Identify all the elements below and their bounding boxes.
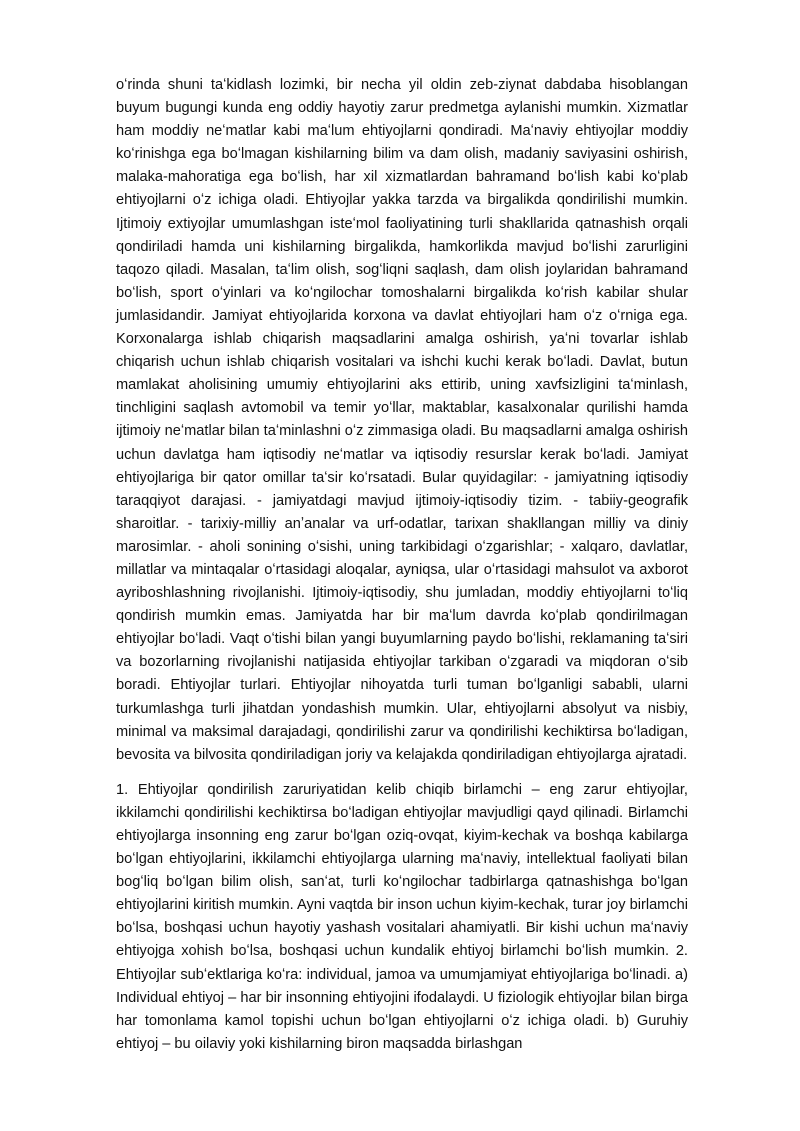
body-paragraph-2: 1. Ehtiyojlar qondirilish zaruriyatidan kelib chiqib birlamchi – eng zarur ehtiyojlar, ikkilamchi qondirilishi kechiktirsa boʻladigan ehtiyojlar mavjudligi qayd qilinadi. Birlamchi ehtiyojlarga insonning eng zarur boʻlgan oziq-ovqat, kiyim-kechak va boshqa kabilarga boʻlgan ehtiyojlarini, ikkilamchi ehtiyojlarga ularning maʻnaviy, intellektual faoliyati bilan bogʻliq boʻlgan bilim olish, sanʻat, turli koʻngilochar tadbirlarga qatnashishga boʻlgan ehtiyojlarini kiritish mumkin. Ayni vaqtda bir inson uchun kiyim-kechak, turar joy birlamchi boʻlsa, boshqasi uchun hayotiy yashash vositalari ahamiyatli. Bir kishi uchun maʻnaviy ehtiyojga xohish boʻlsa, boshqasi uchun kundalik ehtiyoj birlamchi boʻlish mumkin. 2. Ehtiyojlar subʻektlariga koʻra: individual, jamoa va umumjamiyat ehtiyojlariga boʻlinadi. a) Individual ehtiyoj – har bir insonning ehtiyojini ifodalaydi. U fiziologik ehtiyojlar bilan birga har tomonlama kamol topishi uchun boʻlgan ehtiyojlarni oʻz ichiga oladi. b) Guruhiy ehtiyoj – bu oilaviy yoki kishilarning biron maqsadda birlashgan <box>116 781 688 1052</box>
body-paragraph-1: oʻrinda shuni taʻkidlash lozimki, bir necha yil oldin zeb-ziynat dabdaba hisoblangan buyum bugungi kunda eng oddiy hayotiy zarur predmetga aylanishi mumkin. Xizmatlar ham moddiy neʻmatlar kabi maʻlum ehtiyojlarni qondiradi. Maʻnaviy ehtiyojlar moddiy koʻrinishga ega boʻlmagan kishilarning bilim va dam olish, madaniy saviyasini oshirish, malaka-mahoratiga ega boʻlish, har xil xizmatlardan bahramand boʻlish kabi koʻplab ehtiyojlarni oʻz ichiga oladi. Ehtiyojlar yakka tarzda va birgalikda qondirilishi mumkin. Ijtimoiy extiyojlar umumlashgan isteʻmol faoliyatining turli shakllarida qatnashish orqali qondiriladi hamda uni kishilarning birgalikda, hamkorlikda mavjud boʻlishi zarurligini taqozo qiladi. Masalan, taʻlim olish, sogʻliqni saqlash, dam olish joylaridan bahramand boʻlish, sport oʻyinlari va koʻngilochar tomoshalarni birgalikda koʻrish kabilar shular jumlasidandir. Jamiyat ehtiyojlarida korxona va davlat ehtiyojlari ham oʻz oʻrniga ega. Korxonalarga ishlab chiqarish maqsadlarini amalga oshirish, yaʻni tovarlar ishlab chiqarish uchun ishlab chiqarish vositalari va ishchi kuchi kerak boʻladi. Davlat, butun mamlakat aholisining umumiy ehtiyojlarini aks ettirib, uning xavfsizligini taʻminlash, tinchligini saqlash avtomobil va temir yoʻllar, maktablar, kasalxonalar qurilishi hamda ijtimoiy neʻmatlar bilan taʻminlashni oʻz zimmasiga oladi. Bu maqsadlarni amalga oshirish uchun davlatga ham iqtisodiy neʻmatlar va iqtisodiy resurslar kerak boʻladi. Jamiyat ehtiyojlariga bir qator omillar taʻsir koʻrsatadi. Bular quyidagilar: - jamiyatning iqtisodiy taraqqiyot darajasi. - jamiyatdagi mavjud ijtimoiy-iqtisodiy tizim. - tabiiy-geografik sharoitlar. - tarixiy-milliy anʼanalar va urf-odatlar, tarixan shakllangan milliy va diniy marosimlar. - aholi sonining oʻsishi, uning tarkibidagi oʻzgarishlar; - xalqaro, davlatlar, millatlar va mintaqalar oʻrtasidagi aloqalar, ayniqsa, ular oʻrtasidagi mahsulot va axborot ayriboshlashning rivojlanishi. Ijtimoiy-iqtisodiy, shu jumladan, moddiy ehtiyojlarni toʻliq qondirish mumkin emas. Jamiyatda har bir maʻlum davrda koʻplab qondirilmagan ehtiyojlar boʻladi. Vaqt oʻtishi bilan yangi buyumlarning paydo boʻlishi, reklamaning taʻsiri va bozorlarning rivojlanishi natijasida ehtiyojlar tarkiban oʻzgaradi va miqdoran oʻsib boradi. Ehtiyojlar turlari. Ehtiyojlar nihoyatda turli tuman boʻlganligi sababli, ularni turkumlashga turli jihatdan yondashish mumkin. Ular, ehtiyojlarni absolyut va nisbiy, minimal va maksimal darajadagi, qondirilishi zarur va qondirilishi kechiktirsa boʻladigan, bevosita va bilvosita qondiriladigan joriy va kelajakda qondiriladigan ehtiyojlarga ajratadi. <box>116 77 688 763</box>
document-page <box>116 74 688 1056</box>
